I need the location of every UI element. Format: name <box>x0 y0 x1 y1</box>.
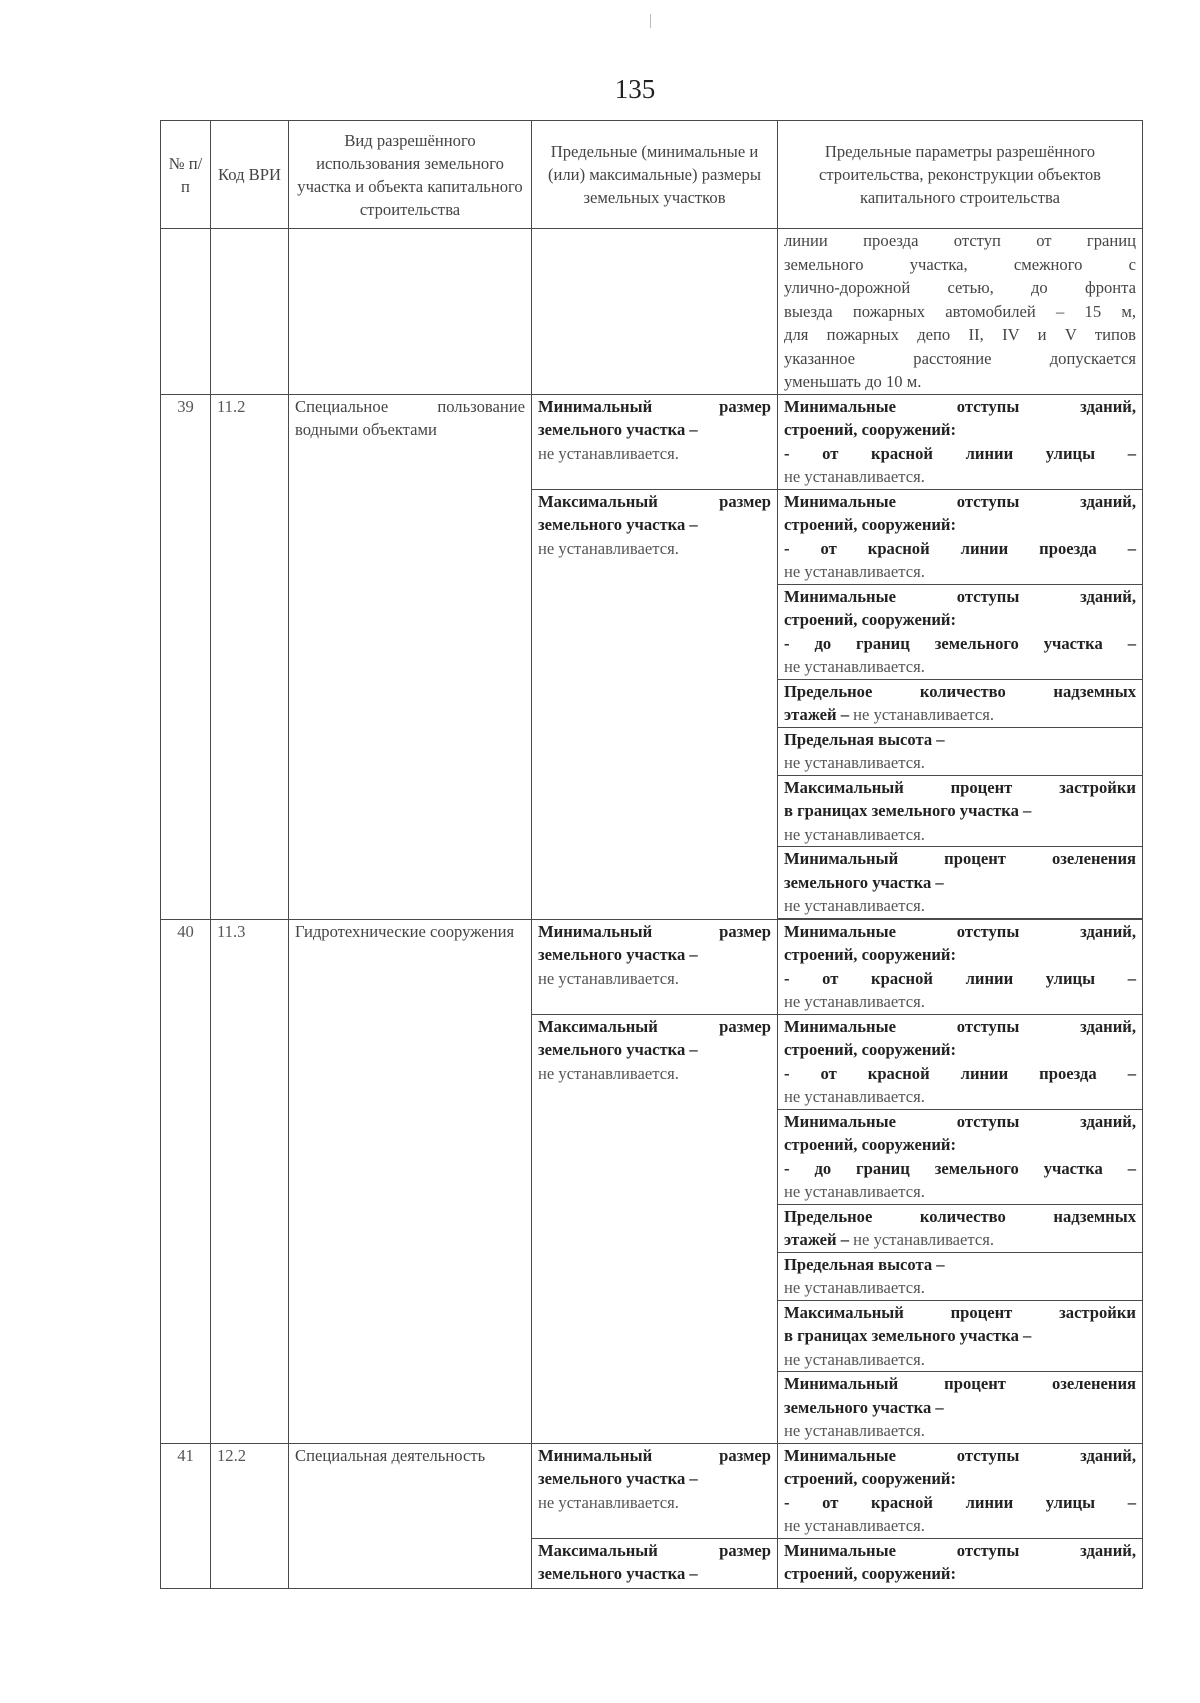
row-code: 11.3 <box>211 919 289 1443</box>
row-number: 40 <box>161 919 211 1443</box>
header-plot: Предельные (минимальные и (или) максимальные) размеры земельных участков <box>532 121 778 229</box>
row-code: 12.2 <box>211 1443 289 1588</box>
min-plot-size: Минимальный размер земельного участка – не устанавливается. <box>532 919 778 1014</box>
table-row <box>161 1443 1143 1538</box>
table-row <box>161 919 1143 1014</box>
page-number: 135 <box>614 74 656 104</box>
min-plot-size: Минимальный размер земельного участка – не устанавливается. <box>532 394 778 489</box>
row-kind: Гидротехнические сооружения <box>289 919 532 1443</box>
zoning-table <box>160 120 1143 1589</box>
floors-limit: Предельное количество надземных этажей – не устанавливается. <box>778 679 1143 727</box>
scan-mark <box>650 14 651 28</box>
offsets-from-street: Минимальные отступы зданий, строений, сооружений: - от красной линии улицы – не устанавливается. <box>778 919 1143 1014</box>
floors-limit: Предельное количество надземных этажей – не устанавливается. <box>778 1204 1143 1252</box>
row-kind: Специальная деятельность <box>289 1443 532 1588</box>
continuation-text: линии проезда отступ от границ земельного участка, смежного с улично-дорожной сетью, до фронта выезда пожарных автомобилей – 15 м, для пожарных депо II, IV и V типов указанное расстояние допускается уменьшать до 10 м. <box>778 229 1143 395</box>
max-build-percent: Максимальный процент застройки в границах земельного участка – не устанавливается. <box>778 775 1143 847</box>
offsets-to-borders: Минимальные отступы зданий, строений, сооружений: - до границ земельного участка – не устанавливается. <box>778 1109 1143 1204</box>
header-kind: Вид разрешённого использования земельного участка и объекта капитального строительства <box>289 121 532 229</box>
offsets-to-borders: Минимальные отступы зданий, строений, сооружений: - до границ земельного участка – не устанавливается. <box>778 584 1143 679</box>
height-limit: Предельная высота – не устанавливается. <box>778 727 1143 775</box>
max-build-percent: Максимальный процент застройки в границах земельного участка – не устанавливается. <box>778 1300 1143 1372</box>
height-limit: Предельная высота – не устанавливается. <box>778 1252 1143 1300</box>
empty-cell <box>289 229 532 395</box>
header-num: № п/п <box>161 121 211 229</box>
offsets-from-passage: Минимальные отступы зданий, строений, сооружений: - от красной линии проезда – не устанавливается. <box>778 1014 1143 1109</box>
min-plot-size: Минимальный размер земельного участка – не устанавливается. <box>532 1443 778 1538</box>
row-code: 11.2 <box>211 394 289 919</box>
table-row <box>161 394 1143 489</box>
empty-cell <box>211 229 289 395</box>
empty-cell <box>161 229 211 395</box>
max-plot-size: Максимальный размер земельного участка – <box>532 1538 778 1588</box>
max-plot-size: Максимальный размер земельного участка – не устанавливается. <box>532 1014 778 1443</box>
min-green-percent: Минимальный процент озеленения земельного участка – не устанавливается. <box>778 847 1143 919</box>
max-plot-size: Максимальный размер земельного участка – не устанавливается. <box>532 489 778 919</box>
offsets-from-street: Минимальные отступы зданий, строений, сооружений: - от красной линии улицы – не устанавливается. <box>778 1443 1143 1538</box>
min-green-percent: Минимальный процент озеленения земельного участка – не устанавливается. <box>778 1372 1143 1444</box>
row-kind: Специальное пользование водными объектами <box>289 394 532 919</box>
offsets-from-passage: Минимальные отступы зданий, строений, сооружений: - от красной линии проезда – не устанавливается. <box>778 489 1143 584</box>
row-number: 41 <box>161 1443 211 1588</box>
header-code: Код ВРИ <box>211 121 289 229</box>
row-number: 39 <box>161 394 211 919</box>
offsets-partial: Минимальные отступы зданий, строений, сооружений: <box>778 1538 1143 1588</box>
empty-cell <box>532 229 778 395</box>
continuation-row <box>161 229 1143 395</box>
offsets-from-street: Минимальные отступы зданий, строений, сооружений: - от красной линии улицы – не устанавливается. <box>778 394 1143 489</box>
header-row <box>161 121 1143 229</box>
header-params: Предельные параметры разрешённого строительства, реконструкции объектов капитального строительства <box>778 121 1143 229</box>
